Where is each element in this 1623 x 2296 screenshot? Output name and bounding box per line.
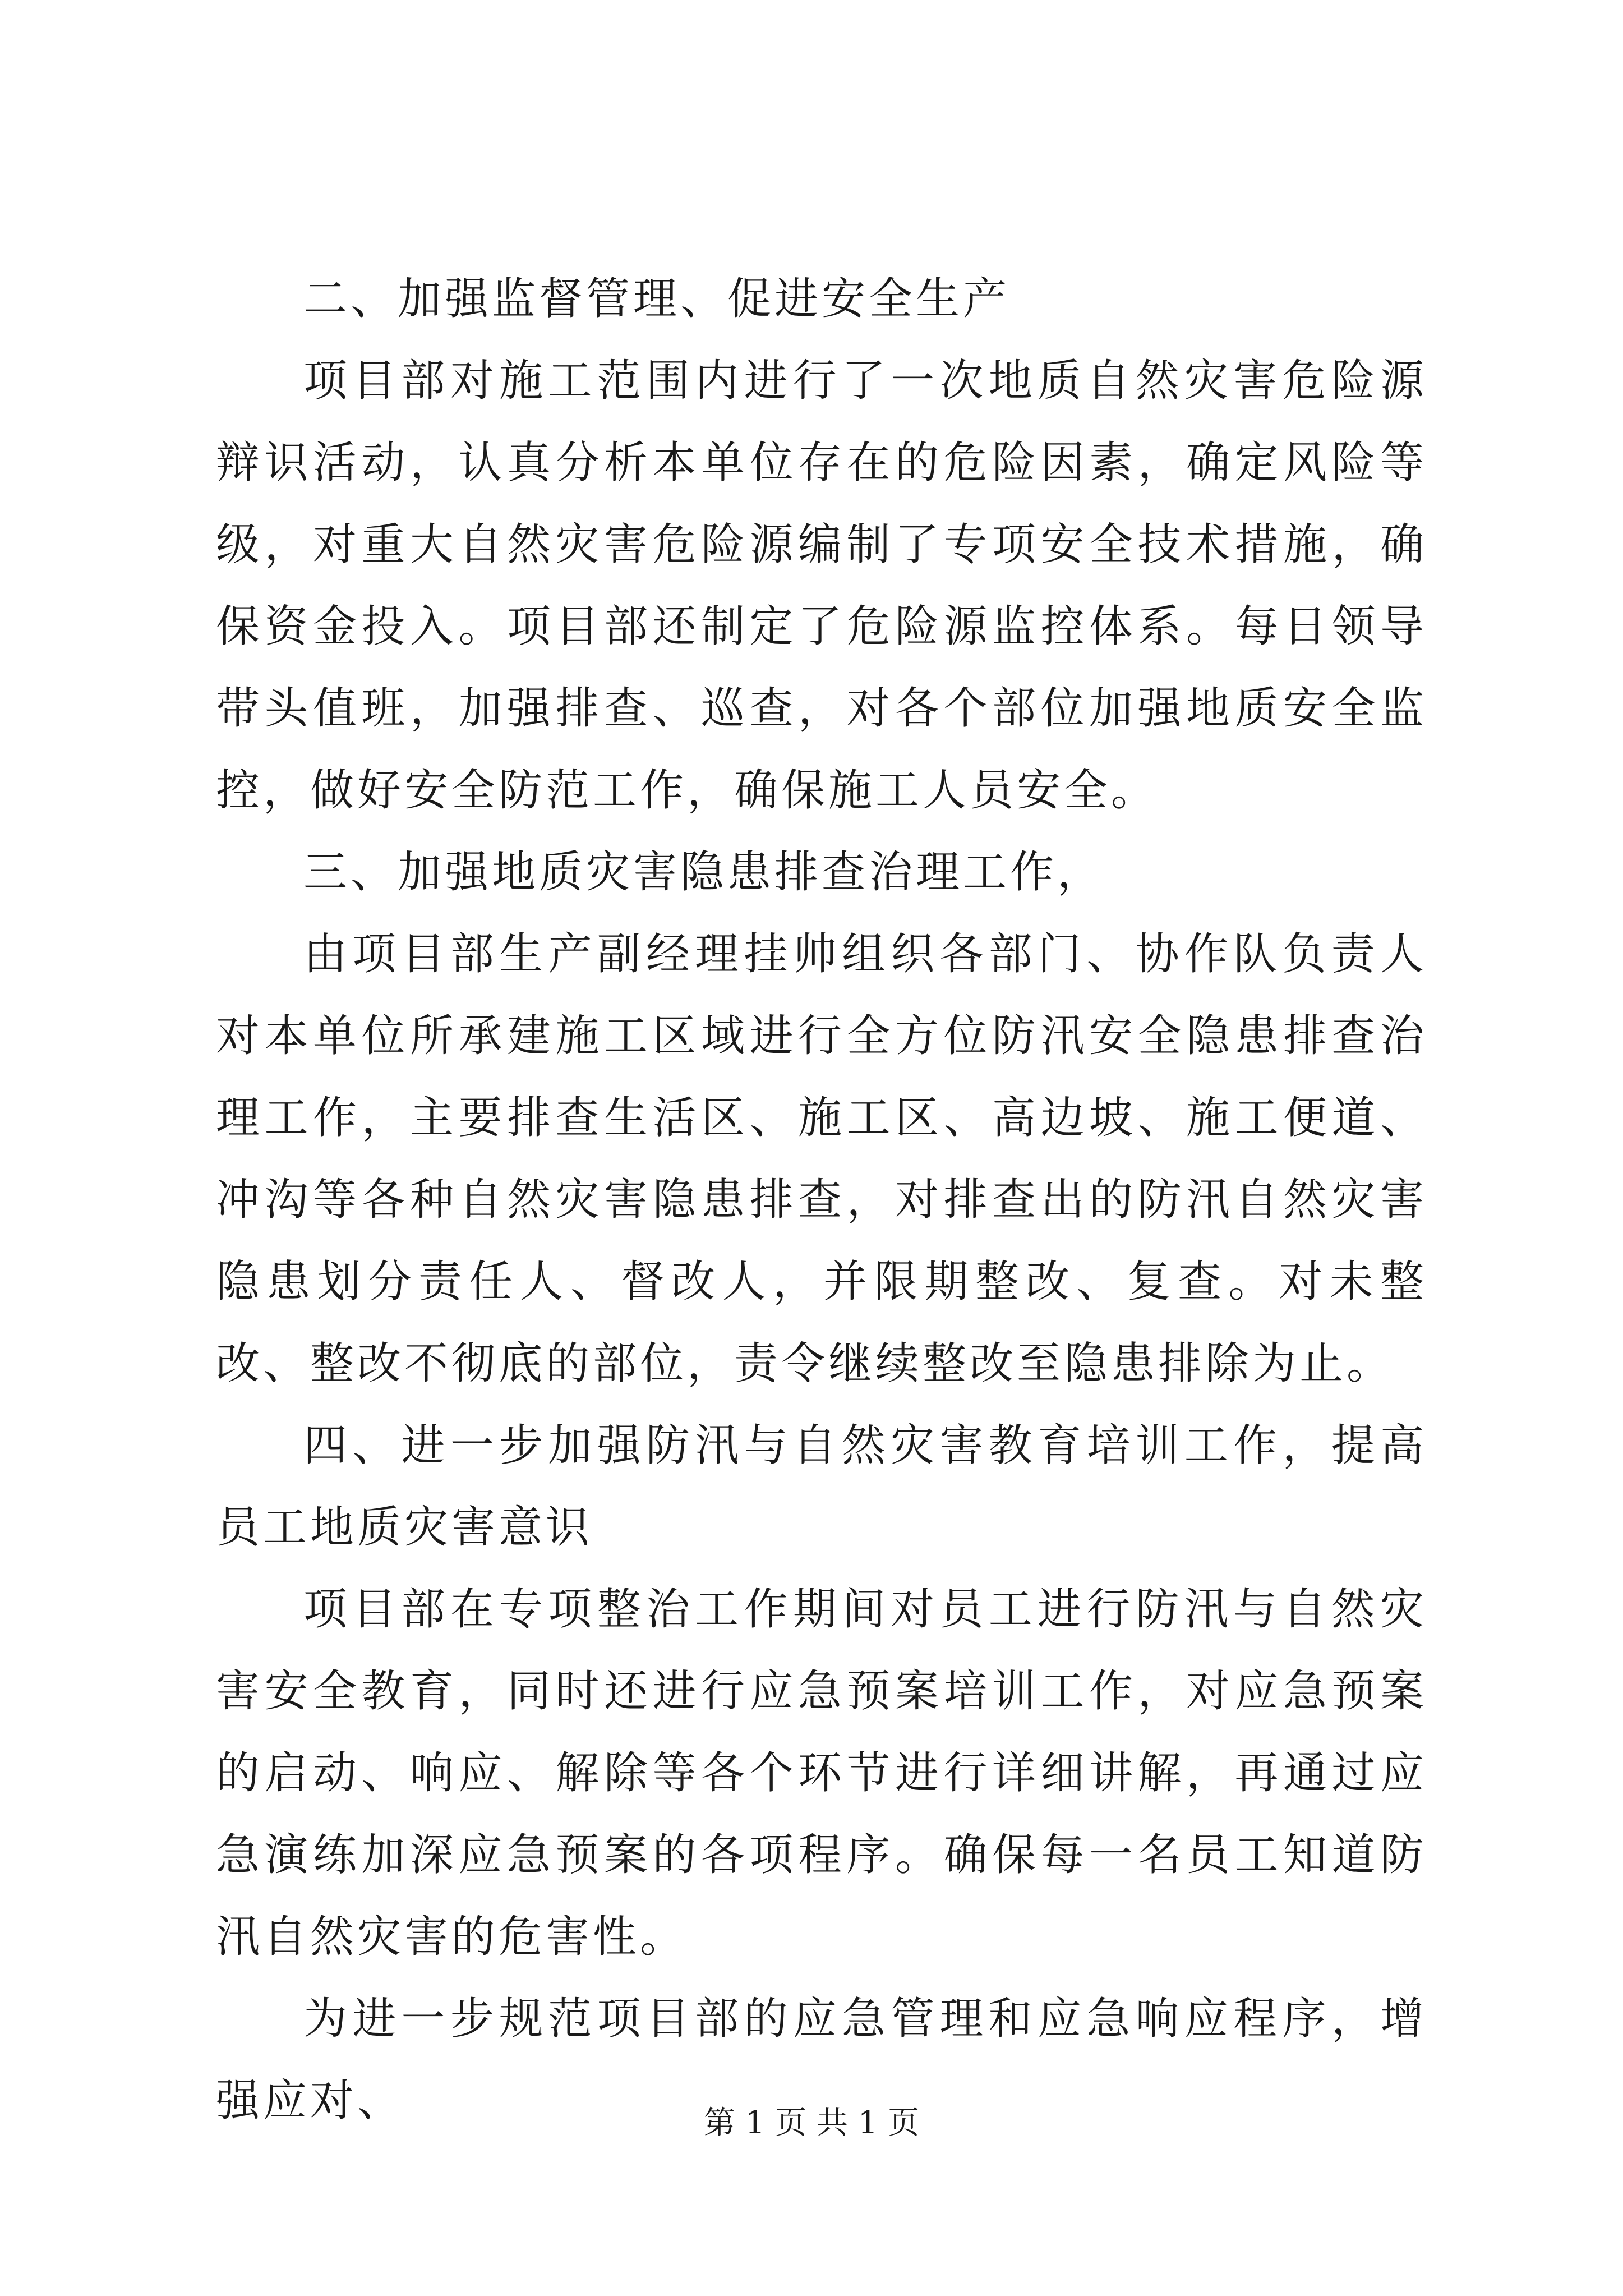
section-heading-3: 三、加强地质灾害隐患排查治理工作， [303,847,1105,898]
section-heading-2: 二、加强监督管理、促进安全生产 [303,274,1011,324]
paragraph: 项目部对施工范围内进行了一次地质自然灾害危险源辩识活动，认真分析本单位存在的危险因素，确定风险等级，对重大自然灾害危险源编制了专项安全技术措施，确保资金投入。项目部还制定了危险源监控体系。每日领导带头值班，加强排查、巡查，对各个部位加强地质安全监控，做好安全防范工作，确保施工人员安全。 [216,356,1427,816]
page-footer: 第 1 页 共 1 页 [703,2105,920,2141]
document-body [216,258,1427,2142]
paragraph: 为进一步规范项目部的应急管理和应急响应程序，增强应对、 [216,1994,1427,2126]
paragraph: 项目部在专项整治工作期间对员工进行防汛与自然灾害安全教育，同时还进行应急预案培训工作，对应急预案的启动、响应、解除等各个环节进行详细讲解，再通过应急演练加深应急预案的各项程序。确保每一名员工知道防汛自然灾害的危害性。 [216,1584,1427,1962]
section-heading-4: 四、进一步加强防汛与自然灾害教育培训工作，提高员工地质灾害意识 [216,1420,1427,1553]
paragraph: 由项目部生产副经理挂帅组织各部门、协作队负责人对本单位所承建施工区域进行全方位防汛安全隐患排查治理工作，主要排查生活区、施工区、高边坡、施工便道、冲沟等各种自然灾害隐患排查，对排查出的防汛自然灾害隐患划分责任人、督改人，并限期整改、复查。对未整改、整改不彻底的部位，责令继续整改至隐患排除为止。 [216,929,1427,1389]
